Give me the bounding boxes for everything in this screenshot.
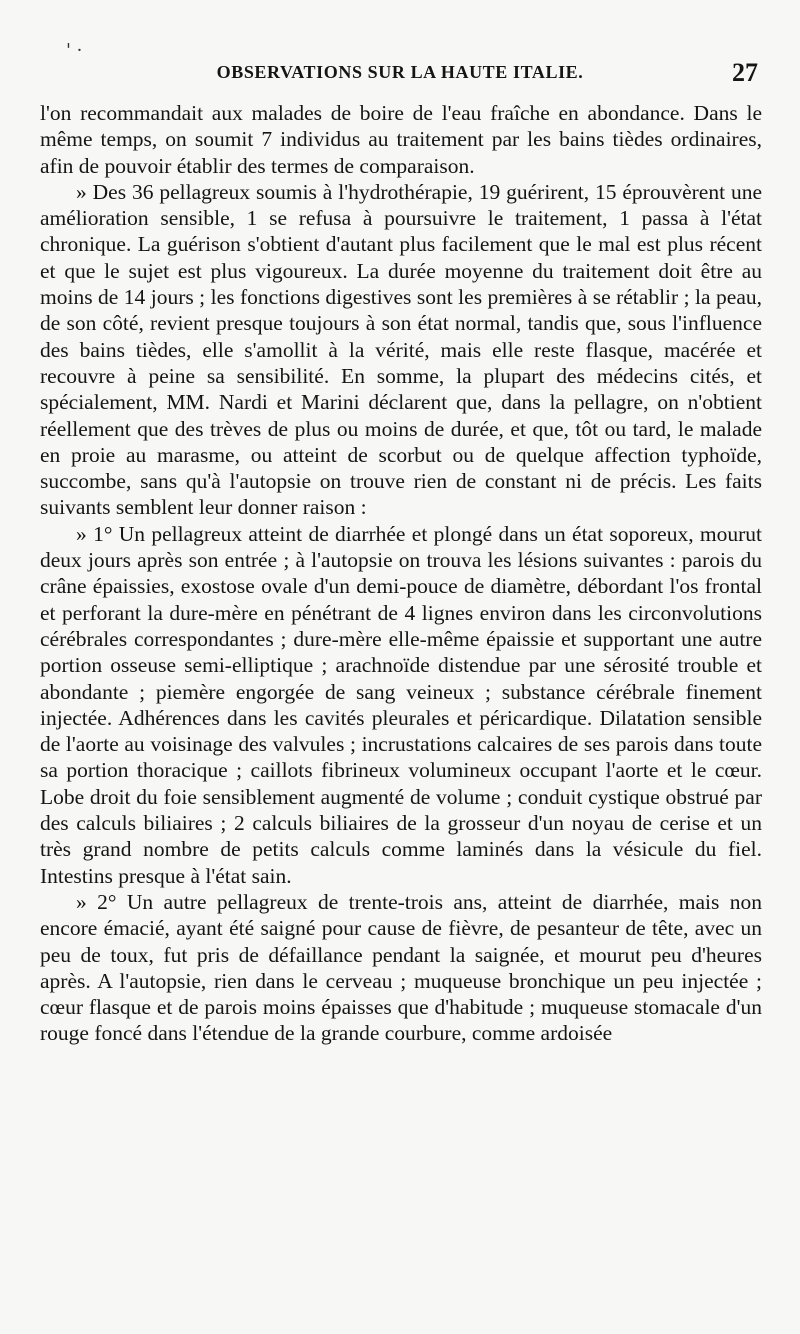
page-number: 27 xyxy=(732,58,758,87)
paragraph-case-2: » 2° Un autre pellagreux de trente-trois ans, atteint de diarrhée, mais non encore émacié, ayant été saigné pour cause de fièvre, de pesanteur de tête, avec un peu de toux, fut pris de défaillance pendant la saignée, et mourut peu d'heures après. A l'autopsie, rien dans le cerveau ; muqueuse bronchique un peu injectée ; cœur flasque et de parois moins épaisses que d'habitude ; muqueuse stomacale d'un rouge foncé dans l'étendue de la grande courbure, comme ardoisée xyxy=(40,889,762,1046)
paragraph-case-1: » 1° Un pellagreux atteint de diarrhée et plongé dans un état soporeux, mourut deux jours après son entrée ; à l'autopsie on trouva les lésions suivantes : parois du crâne épaissies, exostose ovale d'un demi-pouce de diamètre, débordant l'os frontal et perforant la dure-mère en pénétrant de 4 lignes environ dans les circonvolutions cérébrales correspondantes ; dure-mère elle-même épaissie et supportant une autre portion osseuse semi-elliptique ; arachnoïde distendue par une sérosité trouble et abondante ; piemère engorgée de sang veineux ; substance cérébrale finement injectée. Adhérences dans les cavités pleurales et péricardique. Dilatation sensible de l'aorte au voisinage des valvules ; incrustations calcaires de ses parois dans toute sa portion thoracique ; caillots fibrineux volumineux occupant l'aorte et le cœur. Lobe droit du foie sensiblement augmenté de volume ; conduit cystique obstrué par des calculs biliaires ; 2 calculs biliaires de la grosseur d'un noyau de cerise et un très grand nombre de petits calculs comme laminés dans la vésicule du fiel. Intestins presque à l'état sain. xyxy=(40,521,762,888)
paragraph-continuation: l'on recommandait aux malades de boire de l'eau fraîche en abondance. Dans le même temps, on soumit 7 individus au traitement par les bains tièdes ordinaires, afin de pouvoir établir des termes de comparaison. xyxy=(40,101,762,178)
page-header xyxy=(40,58,760,96)
body-text xyxy=(40,100,762,1047)
running-title: OBSERVATIONS SUR LA HAUTE ITALIE. xyxy=(216,62,584,82)
margin-mark: ' · xyxy=(66,40,83,61)
paragraph-results: » Des 36 pellagreux soumis à l'hydrothérapie, 19 guérirent, 15 éprouvèrent une amélioration sensible, 1 se refusa à poursuivre le traitement, 1 passa à l'état chronique. La guérison s'obtient d'autant plus facilement que le mal est plus récent et que le sujet est plus vigoureux. La durée moyenne du traitement doit être au moins de 14 jours ; les fonctions digestives sont les premières à se rétablir ; la peau, de son côté, revient presque toujours à son état normal, tandis que, sous l'influence des bains tièdes, elle s'amollit à la vérité, mais elle reste flasque, macérée et recouvre à peine sa sensibilité. En somme, la plupart des médecins cités, et spécialement, MM. Nardi et Marini déclarent que, dans la pellagre, on n'obtient réellement que des trèves de plus ou moins de durée, et que, tôt ou tard, le malade en proie au marasme, ou atteint de scorbut ou de quelque affection typhoïde, succombe, sans qu'à l'autopsie on trouve rien de constant ni de précis. Les faits suivants semblent leur donner raison : xyxy=(40,179,762,520)
